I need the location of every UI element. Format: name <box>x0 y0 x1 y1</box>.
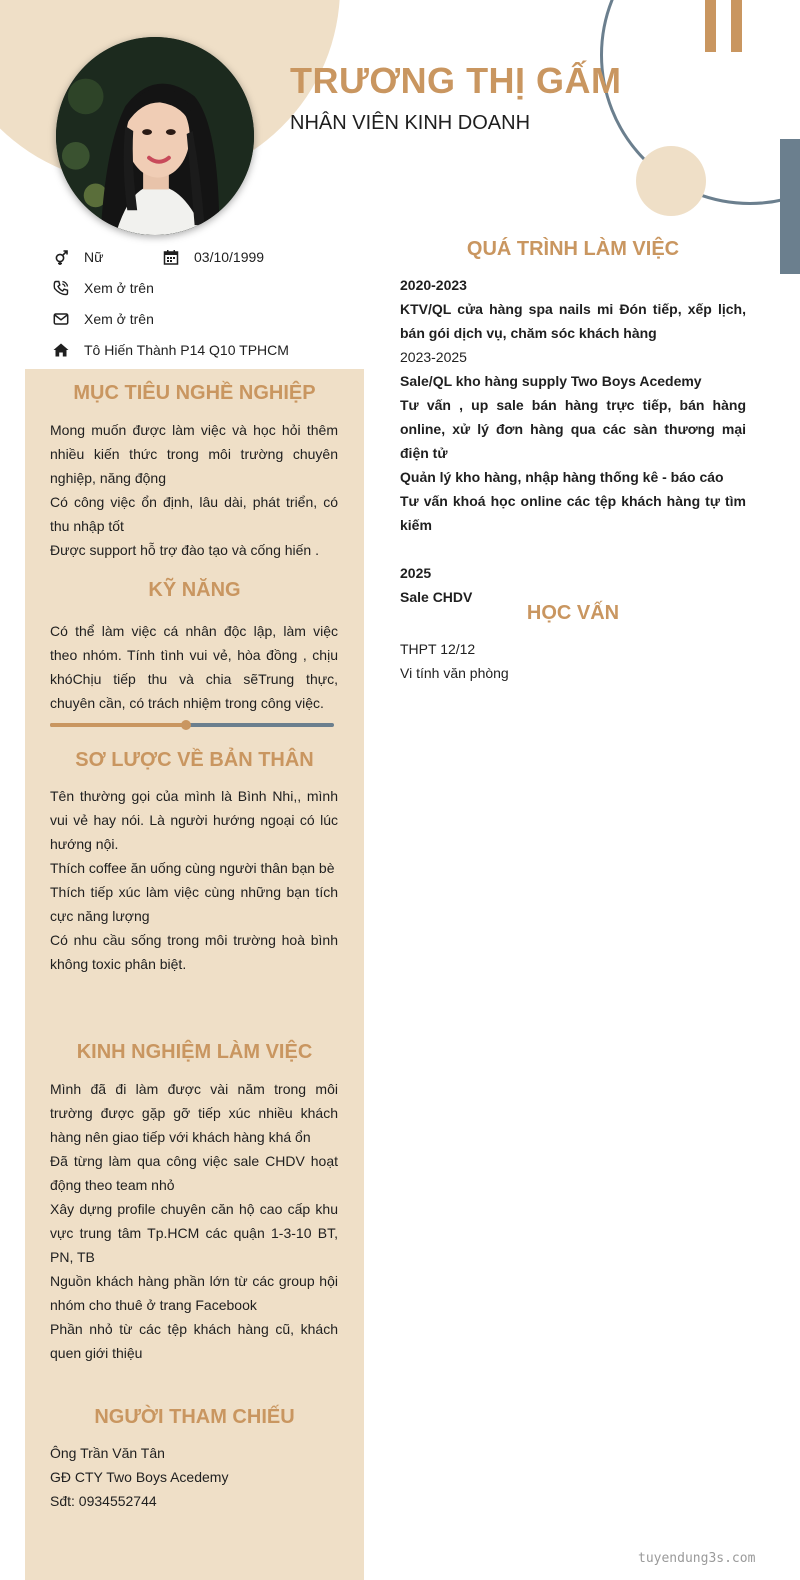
objective-title: MỤC TIÊU NGHỀ NGHIỆP <box>73 382 316 404</box>
contact-phone <box>52 279 154 297</box>
experience-line: Mình đã đi làm được vài năm trong môi trường được gặp gỡ tiếp xúc nhiều khách hàng nên giao tiếp với khách hàng khá ổn <box>50 1081 338 1145</box>
skills-title: KỸ NĂNG <box>148 579 241 601</box>
work-detail: Sale CHDV <box>400 589 473 605</box>
work-period: 2023-2025 <box>400 349 467 365</box>
job-title: NHÂN VIÊN KINH DOANH <box>290 112 531 134</box>
about-text <box>50 784 338 976</box>
experience-text <box>50 1077 338 1365</box>
candidate-name: TRƯƠNG THỊ GẤM <box>290 60 622 101</box>
skill-level-bar <box>50 723 334 727</box>
side-decor-bar <box>780 139 800 274</box>
education-line: Vi tính văn phòng <box>400 665 509 681</box>
contact-birthday <box>162 248 264 266</box>
reference-line: Sđt: 0934552744 <box>50 1493 157 1509</box>
objective-line: Được support hỗ trợ đào tạo và cống hiến . <box>50 542 319 558</box>
skill-level-fill <box>50 723 186 727</box>
reference-line: Ông Trần Văn Tân <box>50 1445 165 1461</box>
experience-line: Nguồn khách hàng phần lớn từ các group hội nhóm cho thuê ở trang Facebook <box>50 1273 338 1313</box>
references-text <box>50 1441 338 1513</box>
spacer <box>400 537 746 561</box>
objective-text <box>50 418 338 562</box>
gender-icon <box>52 248 70 266</box>
portrait-image <box>56 37 254 235</box>
phone-icon <box>52 279 70 297</box>
about-title: SƠ LƯỢC VỀ BẢN THÂN <box>75 749 314 771</box>
work-history-text <box>400 273 746 609</box>
about-line: Có nhu cầu sống trong môi trường hoà bình không toxic phân biệt. <box>50 932 338 972</box>
work-detail: Quản lý kho hàng, nhập hàng thống kê - báo cáo <box>400 469 724 485</box>
education-text <box>400 637 746 685</box>
birthday-value: 03/10/1999 <box>194 249 265 265</box>
work-detail: Tư vấn khoá học online các tệp khách hàng tự tìm kiếm <box>400 493 746 533</box>
experience-title: KINH NGHIỆM LÀM VIỆC <box>76 1041 313 1063</box>
objective-line: Mong muốn được làm việc và học hỏi thêm nhiều kiến thức trong môi trường chuyên nghiệp, năng động <box>50 422 338 486</box>
work-detail: Sale/QL kho hàng supply Two Boys Acedemy <box>400 373 702 389</box>
experience-line: Đã từng làm qua công việc sale CHDV hoạt động theo team nhỏ <box>50 1153 338 1193</box>
work-period: 2020-2023 <box>400 277 467 293</box>
skills-text: Có thể làm việc cá nhân độc lập, làm việc theo nhóm. Tính tình vui vẻ, hòa đồng , chịu khóChịu tiếp thu và chia sẽTrung thực, chuyên cần, có trách nhiệm trong công việc. <box>50 623 338 711</box>
email-value: Xem ở trên <box>84 311 154 327</box>
gender-value: Nữ <box>84 249 104 265</box>
experience-line: Phần nhỏ từ các tệp khách hàng cũ, khách quen giới thiệu <box>50 1321 338 1361</box>
references-title: NGƯỜI THAM CHIẾU <box>94 1406 295 1428</box>
experience-line: Xây dựng profile chuyên căn hộ cao cấp khu vực trung tâm Tp.HCM các quận 1-3-10 BT, PN, TB <box>50 1201 338 1265</box>
avatar <box>56 37 254 235</box>
contact-address <box>52 341 289 359</box>
work-detail: Tư vấn , up sale bán hàng trực tiếp, bán hàng online, xử lý đơn hàng qua các sàn thương mại điện tử <box>400 397 746 461</box>
address-value: Tô Hiến Thành P14 Q10 TPHCM <box>84 342 289 358</box>
contact-email <box>52 310 154 328</box>
work-history-title: QUÁ TRÌNH LÀM VIỆC <box>466 238 680 260</box>
contact-gender <box>52 248 103 266</box>
education-title: HỌC VẤN <box>526 602 620 624</box>
watermark: tuyendung3s.com <box>638 1551 756 1566</box>
reference-line: GĐ CTY Two Boys Acedemy <box>50 1469 229 1485</box>
work-period: 2025 <box>400 565 432 581</box>
header-decor-bar <box>705 0 716 52</box>
about-line: Tên thường gọi của mình là Bình Nhi,, mình vui vẻ hay nói. Là người hướng ngoại có lúc hướng nội. <box>50 788 338 852</box>
education-line: THPT 12/12 <box>400 641 476 657</box>
header-decor-dot <box>636 146 706 216</box>
mail-icon <box>52 310 70 328</box>
objective-line: Có công việc ổn định, lâu dài, phát triển, có thu nhập tốt <box>50 494 338 534</box>
phone-value: Xem ở trên <box>84 280 154 296</box>
work-detail: KTV/QL cửa hàng spa nails mi Đón tiếp, xếp lịch, bán gói dịch vụ, chăm sóc khách hàng <box>400 301 746 341</box>
about-line: Thích tiếp xúc làm việc cùng những bạn tích cực năng lượng <box>50 884 338 924</box>
home-icon <box>52 341 70 359</box>
about-line: Thích coffee ăn uống cùng người thân bạn bè <box>50 860 335 876</box>
header-decor-bar <box>731 0 742 52</box>
calendar-icon <box>162 248 180 266</box>
